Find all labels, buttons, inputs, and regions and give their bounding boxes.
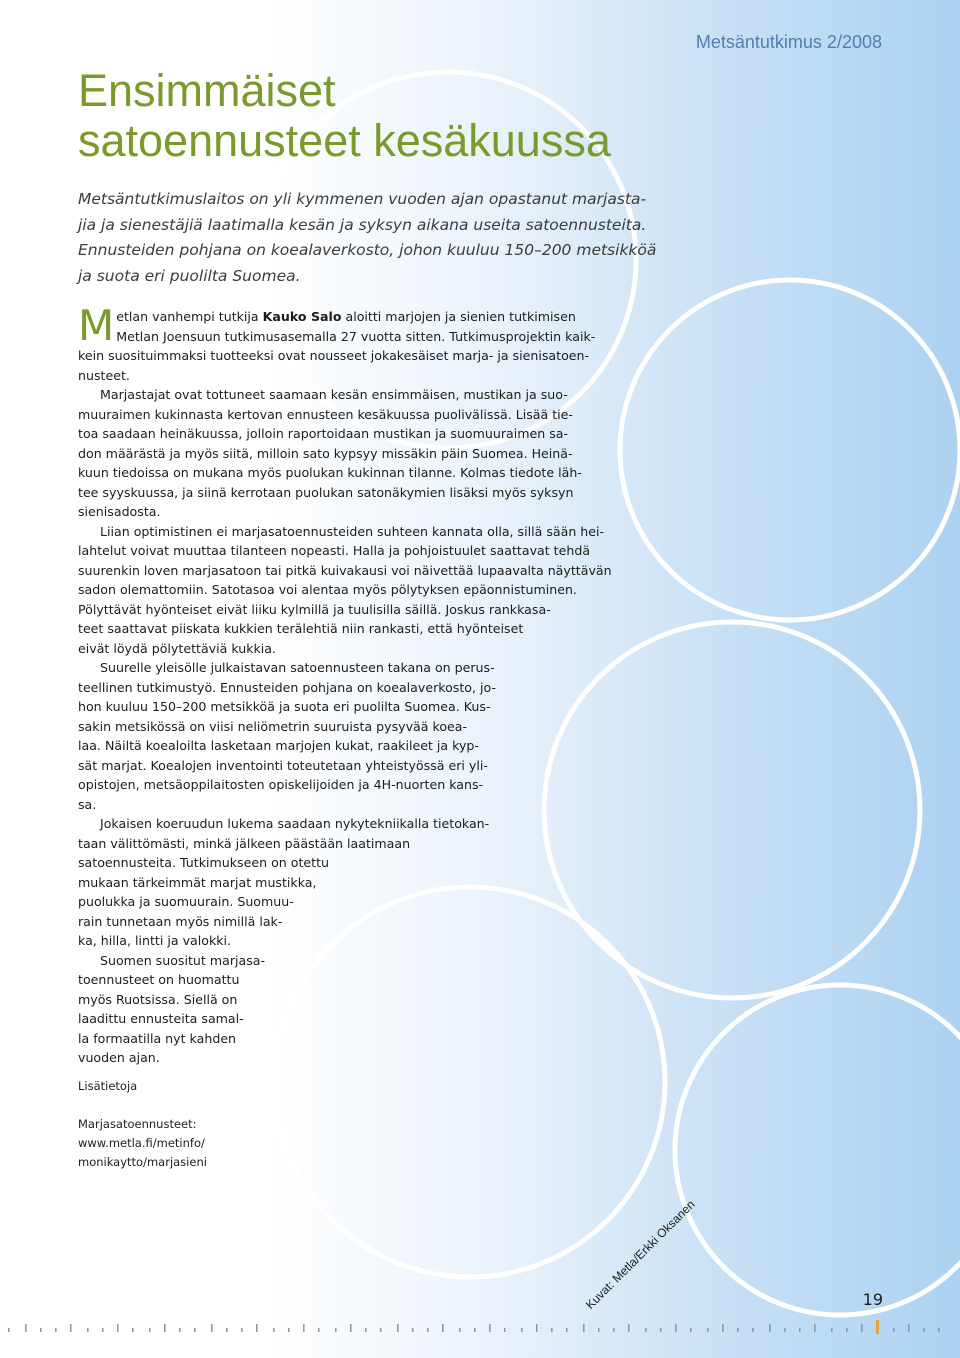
decorative-tick-strip (0, 1318, 960, 1340)
tick-mark (737, 1328, 739, 1332)
body-line: Pölyttävät hyönteiset eivät liiku kylmillä ja tuulisilla säillä. Joskus rankkasa- (78, 601, 551, 617)
title-line-2: satoennusteet kesäkuussa (78, 115, 611, 166)
more-info-heading: Lisätietoja (78, 1079, 138, 1093)
lead-line: jia ja sienestäjiä laatimalla kesän ja syksyn aikana useita satoennusteita. (78, 215, 647, 234)
body-line: toa saadaan heinäkuussa, jolloin raportoidaan mustikan ja suomuuraimen sa- (78, 426, 569, 441)
body-line: rain tunnetaan myös nimillä lak- (78, 913, 283, 929)
tick-mark (149, 1328, 151, 1332)
body-line: tee syyskuussa, ja siinä kerrotaan puolukan satonäkymien lisäksi myös syksyn (78, 484, 574, 500)
tick-mark (273, 1328, 275, 1332)
body-line: don määrästä ja myös siitä, milloin sato kypsyy missäkin päin Suomea. Heinä- (78, 445, 573, 461)
tick-mark (241, 1328, 243, 1332)
tick-mark (908, 1324, 910, 1332)
tick-mark (132, 1328, 134, 1332)
tick-mark (335, 1328, 337, 1332)
tick-mark (489, 1324, 491, 1332)
tick-mark (583, 1324, 585, 1332)
body-line: Suomen suositut marjasa- (100, 952, 266, 968)
tick-mark (303, 1324, 305, 1332)
tick-mark (707, 1328, 709, 1332)
body-line: kuun tiedoissa on mukana myös puolukan kukinnan tilanne. Kolmas tiedote läh- (78, 465, 582, 480)
body-line: toennusteet on huomattu (78, 972, 240, 987)
body-line: sadon olemattomiin. Satotasoa voi alentaa myös pölytyksen epäonnistuminen. (78, 582, 577, 597)
tick-mark (70, 1324, 72, 1332)
tick-mark (938, 1328, 940, 1332)
tick-mark (752, 1328, 754, 1332)
body-line: suurenkin loven marjasatoon tai pitkä kuivakausi voi näivettää lupaavalta näyttävän (78, 562, 612, 578)
lead-line: Metsäntutkimuslaitos on yli kymmenen vuoden ajan opastanut marjasta- (78, 190, 647, 208)
body-line: ka, hilla, lintti ja valokki. (78, 933, 232, 948)
more-info (78, 1077, 207, 1172)
body-line: opistojen, metsäoppilaitosten opiskelijoiden ja 4H-nuorten kans- (78, 777, 484, 792)
tick-mark (628, 1324, 630, 1332)
tick-mark (504, 1328, 506, 1332)
body-line: puolukka ja suomuurain. Suomuu- (78, 894, 294, 909)
article-body (78, 301, 623, 1068)
tick-mark (288, 1328, 290, 1332)
tick-mark (211, 1324, 213, 1332)
body-line: sienisadosta. (78, 504, 161, 519)
tick-mark (613, 1328, 615, 1332)
body-line: laa. Näiltä koealoilta lasketaan marjojen kukat, raakileet ja kyp- (78, 738, 479, 753)
tick-mark (814, 1324, 816, 1332)
tick-mark (412, 1328, 414, 1332)
photo-credit: Kuvat: Metla/Erkki Oksanen (583, 1197, 698, 1312)
tick-mark (427, 1328, 429, 1332)
tick-mark (365, 1328, 367, 1332)
body-line: Jokaisen koeruudun lukema saadaan nykytekniikalla tietokan- (100, 816, 490, 831)
tick-mark (397, 1324, 399, 1332)
tick-mark (690, 1328, 692, 1332)
body-line: mukaan tärkeimmät marjat mustikka, (78, 874, 317, 890)
tick-mark (164, 1324, 166, 1332)
tick-mark (566, 1328, 568, 1332)
article-title (78, 66, 698, 166)
lead-line: Ennusteiden pohjana on koealaverkosto, johon kuuluu 150–200 metsikköä (78, 241, 657, 259)
body-line: lahtelut voivat muuttaa tilanteen nopeasti. Halla ja pohjoistuulet saattavat tehdä (78, 543, 591, 558)
issue-label: Metsäntutkimus 2/2008 (695, 32, 882, 52)
tick-mark (102, 1328, 104, 1332)
tick-mark (318, 1328, 320, 1332)
body-line: myös Ruotsissa. Siellä on (78, 991, 238, 1007)
tick-mark (87, 1328, 89, 1332)
body-text: aloitti marjojen ja sienien tutkimisen (341, 309, 576, 324)
body-line: Marjastajat ovat tottuneet saamaan kesän ensimmäisen, mustikan ja suo- (100, 387, 568, 402)
tick-mark (179, 1328, 181, 1332)
drop-cap: M (78, 301, 115, 350)
more-info-link[interactable]: www.metla.fi/metinfo/ (78, 1136, 205, 1150)
tick-mark (459, 1328, 461, 1332)
researcher-name: Kauko Salo (262, 309, 342, 324)
tick-mark (474, 1328, 476, 1332)
tick-mark (521, 1328, 523, 1332)
lead-paragraph (78, 187, 678, 289)
tick-mark (660, 1328, 662, 1332)
body-line: Liian optimistinen ei marjasatoennusteiden suhteen kannata olla, sillä sään hei- (100, 523, 605, 539)
tick-mark (799, 1328, 801, 1332)
page-number: 19 (862, 1290, 883, 1309)
tick-mark (551, 1328, 553, 1332)
tick-mark (194, 1328, 196, 1332)
tick-mark (893, 1328, 895, 1332)
body-line: satoennusteita. Tutkimukseen on otettu (78, 855, 330, 870)
body-line: taan välittömästi, minkä jälkeen päästään laatimaan (78, 835, 411, 851)
body-line: eivät löydä pölytettäviä kukkia. (78, 640, 277, 656)
body-line: Suurelle yleisölle julkaistavan satoennusteen takana on perus- (100, 660, 495, 675)
tick-mark (675, 1324, 677, 1332)
tick-mark (846, 1328, 848, 1332)
tick-mark (784, 1328, 786, 1332)
more-info-label: Marjasatoennusteet: (78, 1117, 197, 1131)
body-line: vuoden ajan. (78, 1050, 160, 1065)
tick-mark (442, 1324, 444, 1332)
body-line: laadittu ennusteita samal- (78, 1011, 244, 1026)
body-line: kein suosituimmaksi tuotteeksi ovat nousseet jokakesäiset marja- ja sienisatoen- (78, 348, 590, 363)
title-line-1: Ensimmäiset (78, 65, 336, 116)
tick-mark (55, 1328, 57, 1332)
tick-mark (350, 1324, 352, 1332)
body-line: teellinen tutkimustyö. Ennusteiden pohjana on koealaverkosto, jo- (78, 679, 497, 695)
more-info-link[interactable]: monikaytto/marjasieni (78, 1155, 207, 1169)
lead-line: ja suota eri puolilta Suomea. (78, 266, 301, 285)
tick-mark (923, 1328, 925, 1332)
body-text: etlan vanhempi tutkija (116, 309, 263, 324)
tick-mark (598, 1328, 600, 1332)
tick-mark (645, 1328, 647, 1332)
tick-mark (769, 1324, 771, 1332)
body-line: la formaatilla nyt kahden (78, 1030, 237, 1046)
tick-mark (861, 1324, 863, 1332)
tick-mark (380, 1328, 382, 1332)
body-line (78, 307, 623, 327)
tick-mark (25, 1324, 27, 1332)
body-line: Metlan Joensuun tutkimusasemalla 27 vuotta sitten. Tutkimusprojektin kaik- (116, 328, 596, 344)
body-line: sakin metsikössä on viisi neliömetrin suuruista pysyvää koea- (78, 718, 468, 734)
body-line: nusteet. (78, 367, 130, 383)
tick-mark (226, 1328, 228, 1332)
tick-mark (722, 1324, 724, 1332)
tick-mark (40, 1328, 42, 1332)
body-line: hon kuuluu 150–200 metsikköä ja suota eri puolilta Suomea. Kus- (78, 699, 491, 714)
body-line: muuraimen kukinnasta kertovan ennusteen kesäkuussa puolivälissä. Lisää tie- (78, 406, 573, 422)
body-line: teet saattavat piiskata kukkien terälehtiä niin rankasti, että hyönteiset (78, 621, 524, 636)
body-line: sät marjat. Koealojen inventointi toteutetaan yhteistyössä eri yli- (78, 757, 488, 773)
tick-mark (831, 1328, 833, 1332)
body-line: sa. (78, 796, 97, 812)
tick-mark (8, 1328, 10, 1332)
tick-mark (117, 1324, 119, 1332)
tick-mark (256, 1324, 258, 1332)
tick-mark (536, 1324, 538, 1332)
tick-mark (876, 1320, 879, 1334)
